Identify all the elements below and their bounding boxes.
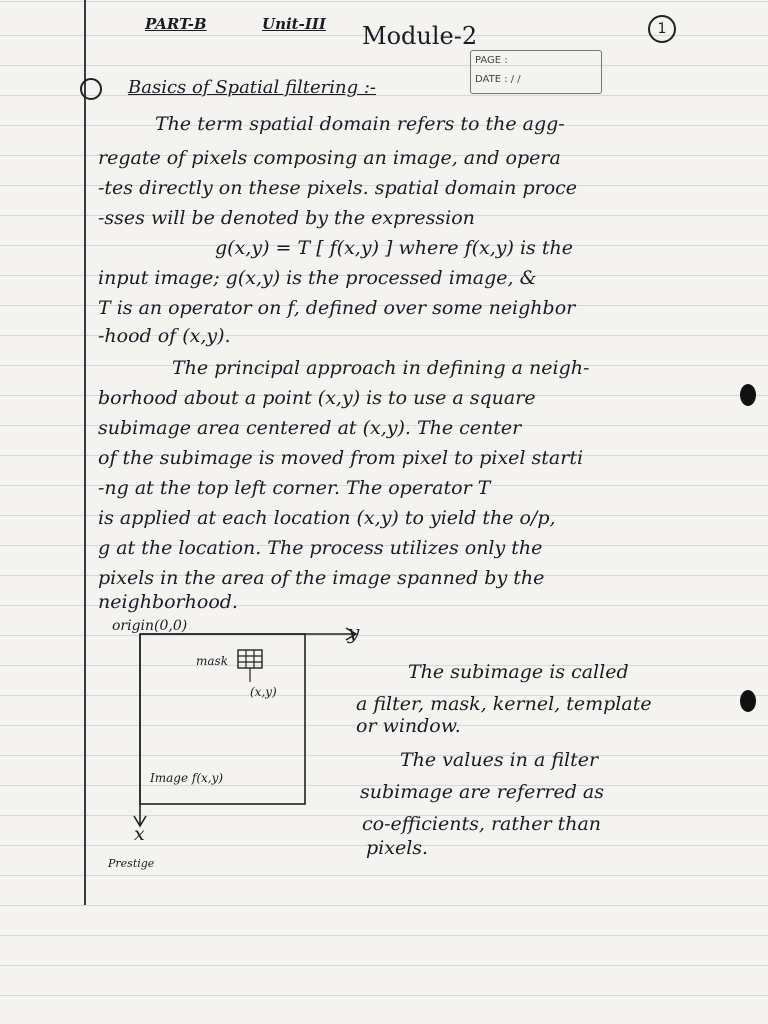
- text-line: -tes directly on these pixels. spatial domain proce: [98, 177, 578, 199]
- mask-grid: [238, 650, 262, 668]
- text-line: -hood of (x,y).: [98, 325, 231, 347]
- x-axis-label: x: [134, 823, 145, 845]
- notebook-brand: Prestige: [108, 857, 155, 870]
- binder-hole-icon: [740, 690, 756, 712]
- text-line: -sses will be denoted by the expression: [98, 207, 475, 229]
- text-line: pixels in the area of the image spanned by the: [98, 567, 545, 589]
- part-label: PART-B: [145, 15, 207, 33]
- mask-label: mask: [196, 654, 228, 668]
- text-line: regate of pixels composing an image, and opera: [98, 147, 561, 169]
- text-line: input image; g(x,y) is the processed image, &: [98, 267, 537, 289]
- spatial-filter-diagram: [100, 620, 370, 850]
- image-label: Image f(x,y): [150, 771, 224, 785]
- page-number-badge: 1: [648, 15, 676, 43]
- side-note-line: a filter, mask, kernel, template: [356, 693, 652, 715]
- y-axis-label: y: [348, 620, 360, 644]
- page-date-stamp: [470, 50, 602, 94]
- text-line: neighborhood.: [98, 591, 238, 613]
- point-label: (x,y): [250, 685, 277, 699]
- stamp-page-field: PAGE :: [475, 55, 508, 66]
- text-line: is applied at each location (x,y) to yield the o/p,: [98, 507, 556, 529]
- text-line: of the subimage is moved from pixel to pixel starti: [98, 447, 584, 469]
- side-note-line: The subimage is called: [408, 661, 629, 683]
- bullet-circle-icon: [80, 78, 102, 100]
- text-line: subimage area centered at (x,y). The center: [98, 417, 522, 439]
- text-line: The principal approach in defining a neigh-: [172, 357, 590, 379]
- stamp-date-field: DATE : / /: [475, 74, 521, 85]
- side-note-line: subimage are referred as: [360, 781, 605, 803]
- expression-line: g(x,y) = T [ f(x,y) ] where f(x,y) is the: [215, 237, 573, 259]
- side-note-line: pixels.: [366, 837, 429, 859]
- module-title: Module-2: [362, 22, 478, 50]
- unit-label: Unit-III: [262, 15, 326, 33]
- origin-label: origin(0,0): [112, 618, 188, 634]
- side-note-line: The values in a filter: [400, 749, 599, 771]
- text-line: T is an operator on f, defined over some neighbor: [98, 297, 576, 319]
- binder-hole-icon: [740, 384, 756, 406]
- text-line: borhood about a point (x,y) is to use a square: [98, 387, 536, 409]
- side-note-line: or window.: [356, 715, 461, 737]
- margin-line: [84, 0, 86, 905]
- side-note-line: co-efficients, rather than: [362, 813, 602, 835]
- text-line: -ng at the top left corner. The operator T: [98, 477, 491, 499]
- text-line: The term spatial domain refers to the agg-: [155, 113, 565, 135]
- section-title: Basics of Spatial filtering :-: [128, 77, 376, 98]
- text-line: g at the location. The process utilizes only the: [98, 537, 543, 559]
